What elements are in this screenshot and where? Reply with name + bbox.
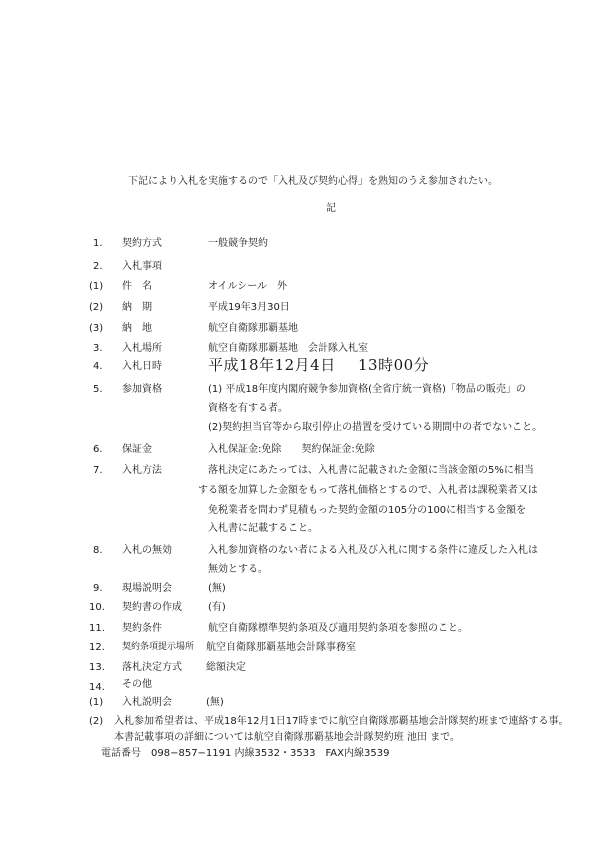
- item-2-number: 2.: [93, 261, 103, 272]
- item-11-label: 契約条件: [122, 623, 162, 634]
- note-2-number: (2): [89, 716, 104, 727]
- item-8-line-1: 入札参加資格のない者による入札及び入札に関する条件に違反した入札は: [198, 545, 538, 556]
- item-6-label: 保証金: [122, 444, 152, 455]
- details-contact-text: 本書記載事項の詳細については航空自衛隊那覇基地会計隊契約班 池田 まで。: [114, 732, 460, 743]
- item-4-date: 平成18年12月4日: [208, 356, 336, 374]
- item-4-number: 4.: [93, 361, 103, 372]
- item-13-number: 13.: [89, 662, 105, 673]
- item-14-1-value: (無): [206, 697, 224, 708]
- item-5-line-1: (1) 平成18年度内閣府競争参加資格(全省庁統一資格)「物品の販売」の: [208, 384, 526, 395]
- item-2-3-number: (3): [89, 323, 104, 334]
- item-5-label: 参加資格: [122, 384, 162, 395]
- item-13-value: 総額決定: [206, 662, 246, 673]
- item-5-line-3: (2)契約担当官等から取引停止の措置を受けている期間中の者でないこと。: [208, 422, 543, 433]
- item-14-number: 14.: [89, 682, 105, 693]
- item-10-label: 契約書の作成: [122, 602, 182, 613]
- item-10-value: (有): [208, 602, 226, 613]
- item-12-number: 12.: [89, 642, 105, 653]
- item-13-label: 落札決定方式: [122, 662, 182, 673]
- item-7-line-1: 落札決定にあたっては、入札書に記載された金額に当該金額の5%に相当: [198, 465, 534, 476]
- item-8-line-2: 無効とする。: [208, 564, 268, 575]
- item-2-1-value: オイルシール 外: [208, 281, 288, 292]
- item-7-line-3: 免税業者を問わず見積もった契約金額の105分の100に相当する金額を: [208, 505, 527, 516]
- item-7-number: 7.: [93, 465, 103, 476]
- item-1-number: 1.: [93, 238, 103, 249]
- item-2-1-number: (1): [89, 281, 104, 292]
- item-11-number: 11.: [89, 623, 105, 634]
- item-8-label: 入札の無効: [122, 545, 172, 556]
- item-4-label: 入札日時: [122, 361, 162, 372]
- item-10-number: 10.: [89, 602, 105, 613]
- item-11-value: 航空自衛隊標準契約条項及び適用契約条項を参照のこと。: [208, 623, 468, 634]
- item-2-2-value: 平成19年3月30日: [208, 302, 290, 313]
- item-7-label: 入札方法: [122, 465, 162, 476]
- item-7-line-4: 入札書に記載すること。: [208, 523, 318, 534]
- item-14-label: その他: [122, 679, 152, 690]
- item-6-value: 入札保証金:免除 契約保証金:免除: [208, 444, 375, 455]
- item-7-line-2: する額を加算した金額をもって落札価格とするので、入札者は課税業者又は: [198, 485, 538, 496]
- item-9-number: 9.: [93, 583, 103, 594]
- item-8-number: 8.: [93, 545, 103, 556]
- item-2-1-label: 件 名: [122, 281, 152, 292]
- item-3-label: 入札場所: [122, 343, 162, 354]
- ki-heading: 記: [326, 203, 336, 214]
- item-1-value: 一般競争契約: [208, 238, 268, 249]
- item-3-number: 3.: [93, 343, 103, 354]
- item-2-label: 入札事項: [122, 261, 162, 272]
- phone-line: 電話番号 098−857−1191 内線3532・3533 FAX内線3539: [101, 748, 390, 759]
- item-12-label: 契約条項提示場所: [122, 642, 195, 652]
- item-1-label: 契約方式: [122, 238, 162, 249]
- item-14-1-number: (1): [89, 697, 104, 708]
- note-2-text: 入札参加希望者は、平成18年12月1日17時までに航空自衛隊那覇基地会計隊契約班まで連絡する事。: [114, 716, 569, 727]
- item-2-3-label: 納 地: [122, 323, 152, 334]
- item-2-2-label: 納 期: [122, 302, 152, 313]
- item-5-line-2: 資格を有する者。: [208, 403, 288, 414]
- item-9-label: 現場説明会: [122, 583, 172, 594]
- item-14-1-label: 入札説明会: [122, 697, 172, 708]
- item-6-number: 6.: [93, 444, 103, 455]
- item-5-number: 5.: [93, 384, 103, 395]
- item-2-2-number: (2): [89, 302, 104, 313]
- item-2-3-value: 航空自衛隊那覇基地: [208, 323, 298, 334]
- intro-text: 下記により入札を実施するので「入札及び契約心得」を熟知のうえ参加されたい。: [128, 176, 498, 187]
- item-9-value: (無): [208, 583, 226, 594]
- item-12-value: 航空自衛隊那覇基地会計隊事務室: [206, 642, 356, 653]
- item-3-value: 航空自衛隊那覇基地 会計隊入札室: [208, 343, 368, 354]
- item-4-time: 13時00分: [358, 356, 430, 374]
